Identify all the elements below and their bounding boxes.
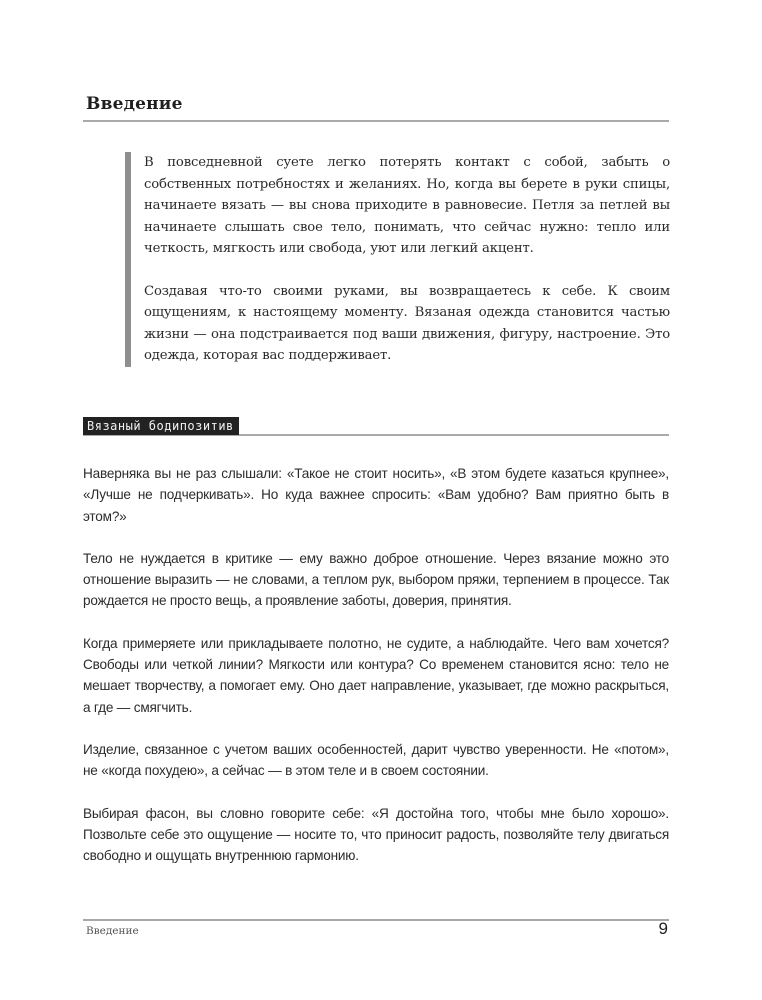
- footer-section-name: Введение: [86, 925, 139, 937]
- intro-paragraph: В повседневной суете легко потерять контакт с собой, забыть о собственных потребностях и желаниях. Но, когда вы берете в руки спицы, начинаете вязать — вы снова приходите в равновесие. Петля за петлей вы начинаете слышать свое тело, понимать, что сейчас нужно: тепло или четкость, мягкость или свобода, уют или легкий акцент.: [144, 155, 670, 256]
- intro-quote-block: [125, 152, 670, 367]
- footer-rule: [83, 919, 669, 921]
- body-paragraph: Тело не нуждается в критике — ему важно доброе отношение. Через вязание можно это отношение выразить — не словами, а теплом рук, выбором пряжи, терпением в процессе. Так рождается не просто вещь, а проявление заботы, доверия, принятия.: [83, 550, 669, 609]
- title-rule: [83, 120, 669, 122]
- page-title: Введение: [86, 94, 183, 114]
- section-heading: Вязаный бодипозитив: [83, 417, 239, 435]
- body-paragraph: Изделие, связанное с учетом ваших особенностей, дарит чувство уверенности. Не «потом», не «когда похудею», а сейчас — в этом теле и в своем состоянии.: [83, 741, 669, 779]
- body-paragraph: Наверняка вы не раз слышали: «Такое не стоит носить», «В этом будете казаться крупнее», «Лучше не подчеркивать». Но куда важнее спросить: «Вам удобно? Вам приятно быть в этом?»: [83, 466, 669, 524]
- page-number: 9: [658, 919, 668, 938]
- body-paragraph: Когда примеряете или прикладываете полотно, не судите, а наблюдайте. Чего вам хочется? Свободы или четкой линии? Мягкости или контура? Со временем становится ясно: тело не мешает творчеству, а помогает ему. Оно дает направление, указывает, где можно раскрыться, а где — смягчить.: [83, 635, 669, 715]
- body-paragraph: Выбирая фасон, вы словно говорите себе: «Я достойна того, чтобы мне было хорошо». Позвольте себе это ощущение — носите то, что приносит радость, позволяйте телу двигаться свободно и ощущать внутреннюю гармонию.: [83, 805, 669, 864]
- intro-paragraph: Создавая что-то своими руками, вы возвращаетесь к себе. К своим ощущениям, к настоящему моменту. Вязаная одежда становится частью жизни — она подстраивается под ваши движения, фигуру, настроение. Это одежда, которая вас поддерживает.: [144, 283, 670, 363]
- section-body: [83, 463, 669, 866]
